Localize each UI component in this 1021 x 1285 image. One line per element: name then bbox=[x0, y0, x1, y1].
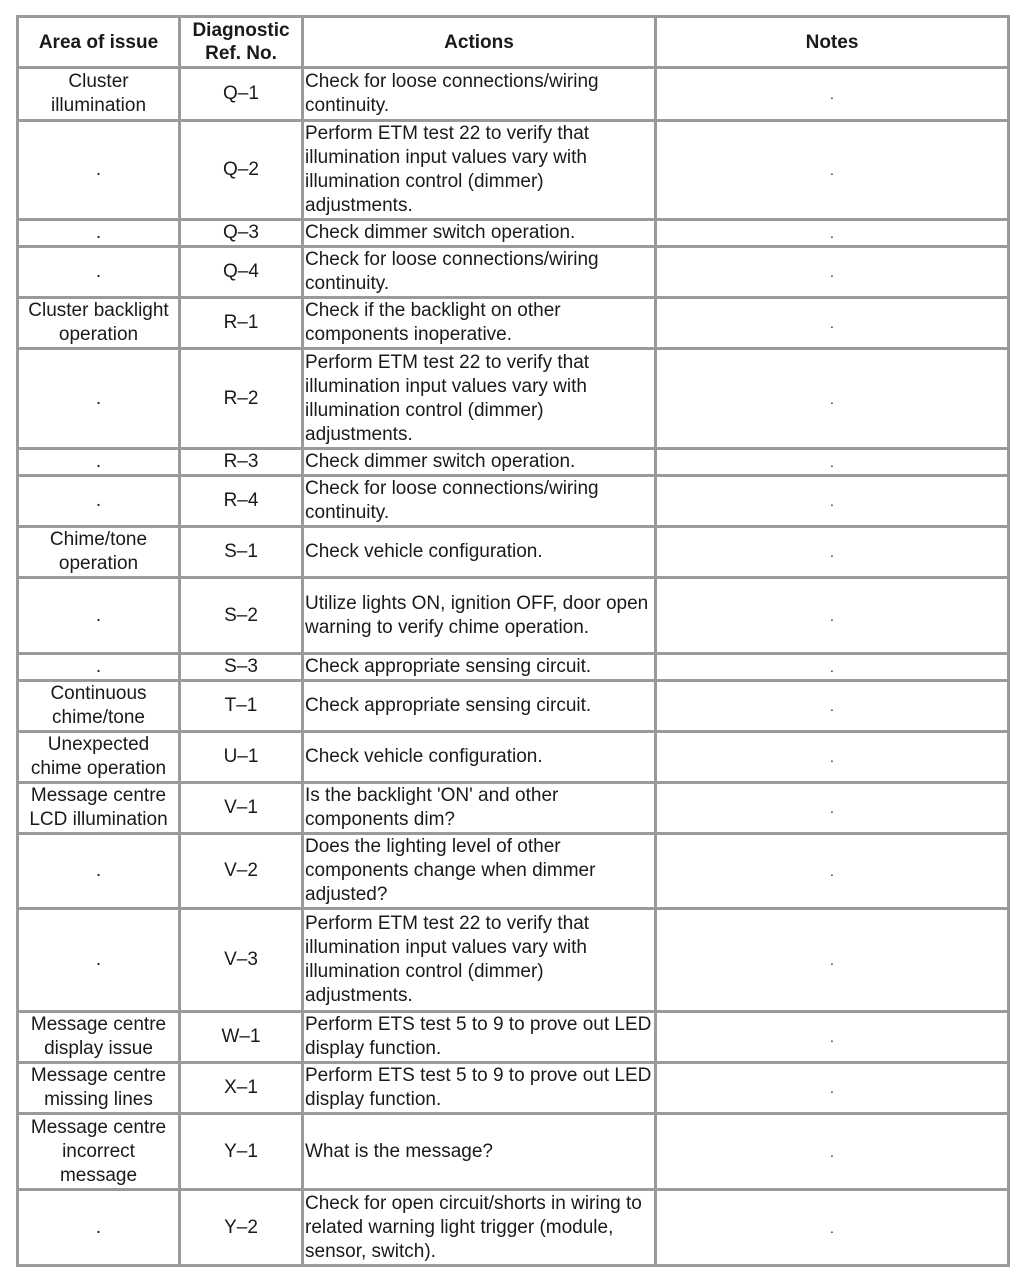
header-actions: Actions bbox=[303, 17, 656, 68]
action-cell: Check vehicle configuration. bbox=[303, 527, 656, 578]
table-row bbox=[18, 220, 1009, 247]
notes-cell: . bbox=[656, 834, 1009, 909]
ref-cell: U–1 bbox=[180, 732, 303, 783]
ref-cell: R–1 bbox=[180, 298, 303, 349]
table-row bbox=[18, 654, 1009, 681]
area-cell: . bbox=[18, 220, 180, 247]
action-cell: Check for open circuit/shorts in wiring to related warning light trigger (module, sensor, switch). bbox=[303, 1190, 656, 1266]
action-cell: Check vehicle configuration. bbox=[303, 732, 656, 783]
ref-cell: W–1 bbox=[180, 1012, 303, 1063]
area-cell: . bbox=[18, 449, 180, 476]
action-cell: Check if the backlight on other components inoperative. bbox=[303, 298, 656, 349]
area-cell: Message centre missing lines bbox=[18, 1063, 180, 1114]
notes-cell: . bbox=[656, 449, 1009, 476]
notes-cell: . bbox=[656, 654, 1009, 681]
ref-cell: V–3 bbox=[180, 909, 303, 1012]
ref-cell: Y–2 bbox=[180, 1190, 303, 1266]
table-body bbox=[18, 68, 1009, 1266]
action-cell: Perform ETM test 22 to verify that illumination input values vary with illumination control (dimmer) adjustments. bbox=[303, 349, 656, 449]
table-row bbox=[18, 732, 1009, 783]
ref-cell: Q–3 bbox=[180, 220, 303, 247]
notes-cell: . bbox=[656, 1114, 1009, 1190]
action-cell: What is the message? bbox=[303, 1114, 656, 1190]
action-cell: Check for loose connections/wiring continuity. bbox=[303, 476, 656, 527]
action-cell: Check for loose connections/wiring continuity. bbox=[303, 68, 656, 121]
ref-cell: V–2 bbox=[180, 834, 303, 909]
area-cell: . bbox=[18, 578, 180, 654]
ref-cell: T–1 bbox=[180, 681, 303, 732]
table-row bbox=[18, 449, 1009, 476]
header-diagnostic-ref-line1: Diagnostic bbox=[192, 20, 290, 41]
notes-cell: . bbox=[656, 121, 1009, 220]
ref-cell: Q–4 bbox=[180, 247, 303, 298]
header-diagnostic-ref bbox=[180, 17, 303, 68]
area-cell: Unexpected chime operation bbox=[18, 732, 180, 783]
ref-cell: Q–1 bbox=[180, 68, 303, 121]
area-cell: Cluster backlight operation bbox=[18, 298, 180, 349]
action-cell: Check dimmer switch operation. bbox=[303, 449, 656, 476]
notes-cell: . bbox=[656, 527, 1009, 578]
ref-cell: R–2 bbox=[180, 349, 303, 449]
ref-cell: V–1 bbox=[180, 783, 303, 834]
diagnostic-table bbox=[16, 15, 1010, 1267]
ref-cell: S–2 bbox=[180, 578, 303, 654]
area-cell: Chime/tone operation bbox=[18, 527, 180, 578]
area-cell: Continuous chime/tone bbox=[18, 681, 180, 732]
notes-cell: . bbox=[656, 732, 1009, 783]
action-cell: Check for loose connections/wiring continuity. bbox=[303, 247, 656, 298]
ref-cell: Y–1 bbox=[180, 1114, 303, 1190]
area-cell: . bbox=[18, 654, 180, 681]
table-row bbox=[18, 834, 1009, 909]
notes-cell: . bbox=[656, 1063, 1009, 1114]
notes-cell: . bbox=[656, 1190, 1009, 1266]
table-row bbox=[18, 527, 1009, 578]
table-row bbox=[18, 578, 1009, 654]
ref-cell: R–4 bbox=[180, 476, 303, 527]
action-cell: Check dimmer switch operation. bbox=[303, 220, 656, 247]
table-row bbox=[18, 247, 1009, 298]
area-cell: Message centre LCD illumination bbox=[18, 783, 180, 834]
ref-cell: X–1 bbox=[180, 1063, 303, 1114]
table-row bbox=[18, 1012, 1009, 1063]
notes-cell: . bbox=[656, 220, 1009, 247]
table-row bbox=[18, 1063, 1009, 1114]
table-header-row bbox=[18, 17, 1009, 68]
notes-cell: . bbox=[656, 68, 1009, 121]
area-cell: Cluster illumination bbox=[18, 68, 180, 121]
action-cell: Perform ETM test 22 to verify that illumination input values vary with illumination control (dimmer) adjustments. bbox=[303, 121, 656, 220]
table-row bbox=[18, 121, 1009, 220]
notes-cell: . bbox=[656, 247, 1009, 298]
table-row bbox=[18, 909, 1009, 1012]
area-cell: . bbox=[18, 247, 180, 298]
ref-cell: R–3 bbox=[180, 449, 303, 476]
area-cell: . bbox=[18, 349, 180, 449]
notes-cell: . bbox=[656, 783, 1009, 834]
ref-cell: Q–2 bbox=[180, 121, 303, 220]
ref-cell: S–1 bbox=[180, 527, 303, 578]
notes-cell: . bbox=[656, 298, 1009, 349]
ref-cell: S–3 bbox=[180, 654, 303, 681]
table-row bbox=[18, 783, 1009, 834]
action-cell: Does the lighting level of other components change when dimmer adjusted? bbox=[303, 834, 656, 909]
notes-cell: . bbox=[656, 909, 1009, 1012]
header-diagnostic-ref-line2: Ref. No. bbox=[205, 43, 277, 64]
action-cell: Utilize lights ON, ignition OFF, door open warning to verify chime operation. bbox=[303, 578, 656, 654]
action-cell: Is the backlight 'ON' and other components dim? bbox=[303, 783, 656, 834]
header-notes: Notes bbox=[656, 17, 1009, 68]
table-row bbox=[18, 476, 1009, 527]
area-cell: Message centre display issue bbox=[18, 1012, 180, 1063]
notes-cell: . bbox=[656, 1012, 1009, 1063]
area-cell: Message centre incorrect message bbox=[18, 1114, 180, 1190]
area-cell: . bbox=[18, 834, 180, 909]
action-cell: Check appropriate sensing circuit. bbox=[303, 681, 656, 732]
area-cell: . bbox=[18, 909, 180, 1012]
table-row bbox=[18, 1190, 1009, 1266]
table-row bbox=[18, 1114, 1009, 1190]
notes-cell: . bbox=[656, 681, 1009, 732]
table-row bbox=[18, 298, 1009, 349]
notes-cell: . bbox=[656, 578, 1009, 654]
table-row bbox=[18, 68, 1009, 121]
area-cell: . bbox=[18, 1190, 180, 1266]
action-cell: Perform ETS test 5 to 9 to prove out LED display function. bbox=[303, 1063, 656, 1114]
area-cell: . bbox=[18, 476, 180, 527]
notes-cell: . bbox=[656, 349, 1009, 449]
action-cell: Check appropriate sensing circuit. bbox=[303, 654, 656, 681]
table-row bbox=[18, 349, 1009, 449]
action-cell: Perform ETM test 22 to verify that illumination input values vary with illumination control (dimmer) adjustments. bbox=[303, 909, 656, 1012]
notes-cell: . bbox=[656, 476, 1009, 527]
action-cell: Perform ETS test 5 to 9 to prove out LED display function. bbox=[303, 1012, 656, 1063]
table-row bbox=[18, 681, 1009, 732]
header-area-of-issue: Area of issue bbox=[18, 17, 180, 68]
area-cell: . bbox=[18, 121, 180, 220]
